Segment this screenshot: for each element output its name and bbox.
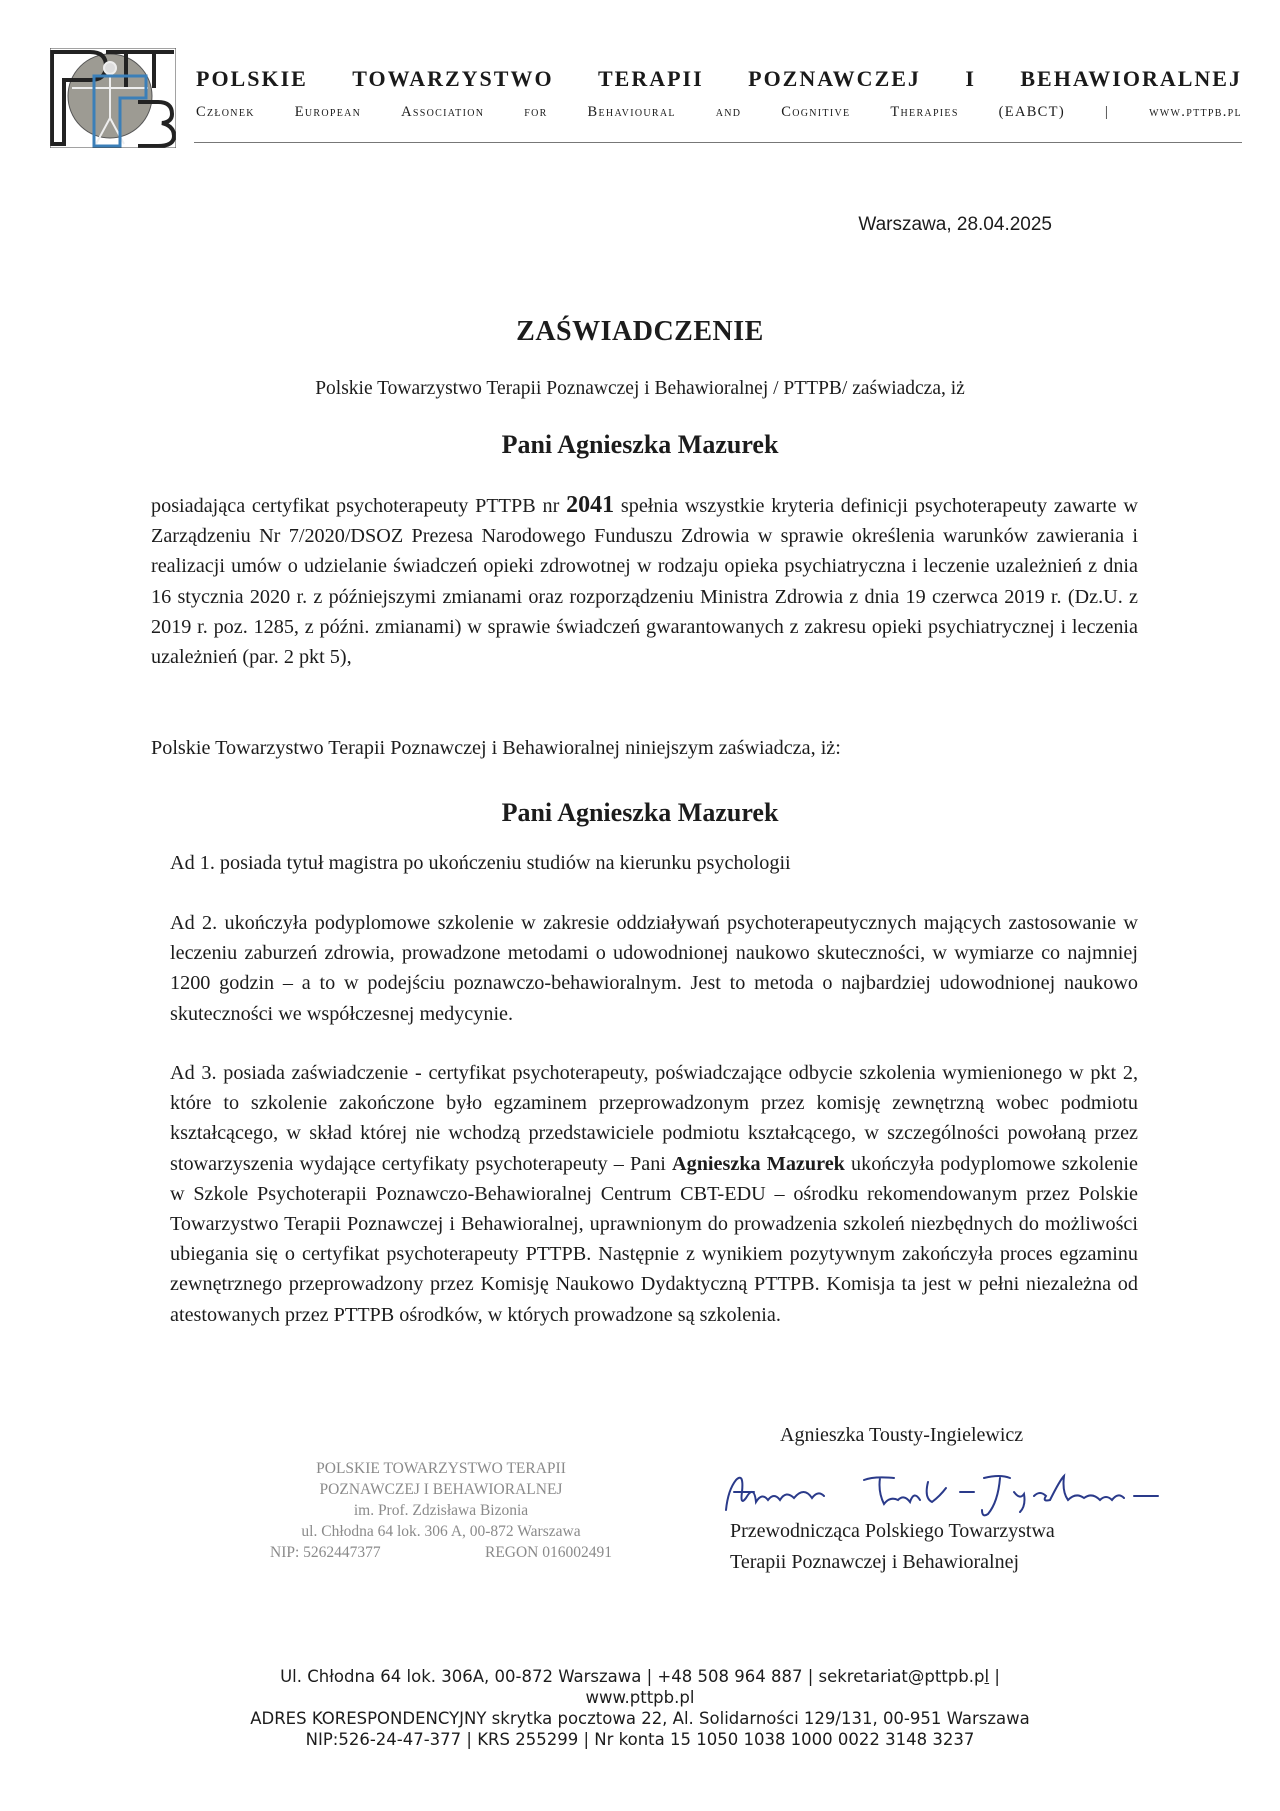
- footer-correspondence-address: ADRES KORESPONDENCYJNY skrytka pocztowa 22, Al. Solidarności 129/131, 00-951 Warszawa: [250, 1709, 1030, 1728]
- signer-role: [730, 1516, 1055, 1578]
- subtitle-separator: |: [1104, 104, 1110, 120]
- subtitle-word: (EABCT): [998, 104, 1065, 120]
- email-link[interactable]: l: [984, 1667, 990, 1686]
- place-and-date: Warszawa, 28.04.2025: [858, 214, 1052, 235]
- header-divider: [194, 142, 1242, 143]
- recipient-name: Pani Agnieszka Mazurek: [501, 430, 779, 459]
- header-word: TERAPII: [598, 66, 704, 91]
- header-word: BEHAWIORALNEJ: [1020, 66, 1242, 91]
- header-word: POLSKIE: [196, 66, 308, 91]
- paragraph-text: Ad 3. posiada zaświadczenie - certyfikat psychoterapeuty, poświadczające odbycie szkolenia wymienionego w pkt 2, które to szkolenie zakończone było egzaminem przeprowadzonym przez komisję zewnętrzną wobec podmiotu kształcącego, w skład której nie wchodzą przedstawiciele podmiotu kształcącego, w szczególności powołaną przez stowarzyszenia wydające certyfikaty psychoterapeuty – Pani: [170, 1062, 1138, 1175]
- stamp-line: POLSKIE TOWARZYSTWO TERAPII: [316, 1460, 566, 1477]
- paragraph-text: spełnia wszystkie kryteria definicji psychoterapeuty zawarte w Zarządzeniu Nr 7/2020/DSOZ Prezesa Narodowego Funduszu Zdrowia w sprawie określenia warunków zawierania i realizacji umów o udzielanie świadczeń opieki zdrowotnej w rodzaju opieka psychiatryczna i leczenie uzależnień z dnia 16 stycznia 2020 r. z późniejszymi zmianami oraz rozporządzeniu Ministra Zdrowia z dnia 19 czerwca 2019 r. (Dz.U. z 2019 r. poz. 1285, z późni. zmianami) w sprawie świadczeń gwarantowanych z zakresu opieki psychiatrycznej i leczenia uzależnień (par. 2 pkt 5),: [151, 495, 1139, 669]
- paragraph-text: ukończyła podyplomowe szkolenie w Szkole Psychoterapii Poznawczo-Behawioralnej Centrum CBT-EDU – ośrodku rekomendowanym przez Polskie Towarzystwo Terapii Poznawczej i Behawioralnej, uprawnionym do prowadzenia szkoleń niezbędnych do możliwości ubiegania się o certyfikat psychoterapeuty PTTPB. Następnie z wynikiem pozytywnym zakończyła proces egzaminu zewnętrznego przeprowadzony przez Komisję Naukowo Dydaktyczną PTTPB. Komisja ta jest w pełni niezależna od atestowanych przez PTTPB ośrodków, w których prowadzone są szkolenia.: [170, 1152, 1138, 1326]
- stamp-nip: NIP: 5262447377: [270, 1544, 381, 1561]
- subtitle-word: Behavioural: [587, 104, 676, 120]
- attestation-paragraph: Polskie Towarzystwo Terapii Poznawczej i Behawioralnej niniejszym zaświadcza, iż:: [151, 737, 841, 759]
- stamp-regon: REGON 016002491: [484, 1544, 612, 1561]
- certification-paragraph: [151, 490, 1138, 672]
- header-word: I: [965, 66, 976, 91]
- ad-1-item: Ad 1. posiada tytuł magistra po ukończeniu studiów na kierunku psychologii: [170, 852, 791, 874]
- ad-3-item: [170, 1058, 1138, 1330]
- intro-line: Polskie Towarzystwo Terapii Poznawczej i Behawioralnej / PTTPB/ zaświadcza, iż: [315, 378, 965, 399]
- subtitle-word: European: [294, 104, 362, 120]
- footer-address-text: Ul. Chłodna 64 lok. 306A, 00-872 Warszawa | +48 508 964 887 | sekretariat@pttpb.p: [280, 1667, 985, 1686]
- paragraph-text: posiadająca certyfikat psychoterapeuty PTTPB nr: [151, 495, 567, 517]
- subtitle-word: for: [524, 104, 548, 120]
- footer-contact-info: [0, 1666, 1280, 1750]
- subtitle-word: Association: [401, 104, 485, 120]
- document-title: ZAŚWIADCZENIE: [516, 316, 764, 347]
- subtitle-word: Członek: [196, 104, 255, 120]
- header-word: POZNAWCZEJ: [748, 66, 921, 91]
- eabct-membership-subtitle: [196, 104, 1242, 121]
- ad-2-item: Ad 2. ukończyła podyplomowe szkolenie w zakresie oddziaływań psychoterapeutycznych mających zastosowanie w leczeniu zaburzeń zdrowia, prowadzone metodami o udowodnionej naukowo skuteczności, w wymiarze co najmniej 1200 godzin – a to w podejściu poznawczo-behawioralnym. Jest to metoda o najbardziej udowodnionej naukowo skuteczności we współczesnej medycynie.: [170, 912, 1138, 1025]
- stamp-line: im. Prof. Zdzisława Bizonia: [353, 1502, 529, 1519]
- signer-printed-name: Agnieszka Tousty-Ingielewicz: [780, 1424, 1024, 1446]
- website-link[interactable]: www.pttpb.pl: [1149, 104, 1242, 120]
- stamp-line: ul. Chłodna 64 lok. 306 A, 00-872 Warszawa: [301, 1523, 581, 1540]
- footer-website-link[interactable]: www.pttpb.pl: [585, 1688, 695, 1707]
- recipient-name-inline: Agnieszka Mazurek: [672, 1152, 845, 1175]
- header-word: TOWARZYSTWO: [352, 66, 554, 91]
- signer-role-line: Przewodnicząca Polskiego Towarzystwa: [730, 1520, 1055, 1542]
- subtitle-word: Therapies: [890, 104, 959, 120]
- footer-registry-info: NIP:526-24-47-377 | KRS 255299 | Nr konta 15 1050 1038 1000 0022 3148 3237: [305, 1730, 975, 1749]
- pttpb-logo-icon: [50, 48, 176, 148]
- recipient-name-repeat: Pani Agnieszka Mazurek: [501, 798, 779, 827]
- certificate-number: 2041: [566, 492, 615, 518]
- organization-stamp: [266, 1458, 616, 1563]
- footer-address-line: [0, 1666, 1280, 1687]
- stamp-line: POZNAWCZEJ I BEHAWIORALNEJ: [319, 1481, 563, 1498]
- subtitle-word: and: [715, 104, 742, 120]
- subtitle-word: Cognitive: [781, 104, 851, 120]
- organization-name-header: [196, 66, 1242, 92]
- signer-role-line: Terapii Poznawczej i Behawioralnej: [730, 1551, 1020, 1573]
- footer-separator: |: [989, 1667, 1000, 1686]
- handwritten-signature-icon: [714, 1462, 1174, 1522]
